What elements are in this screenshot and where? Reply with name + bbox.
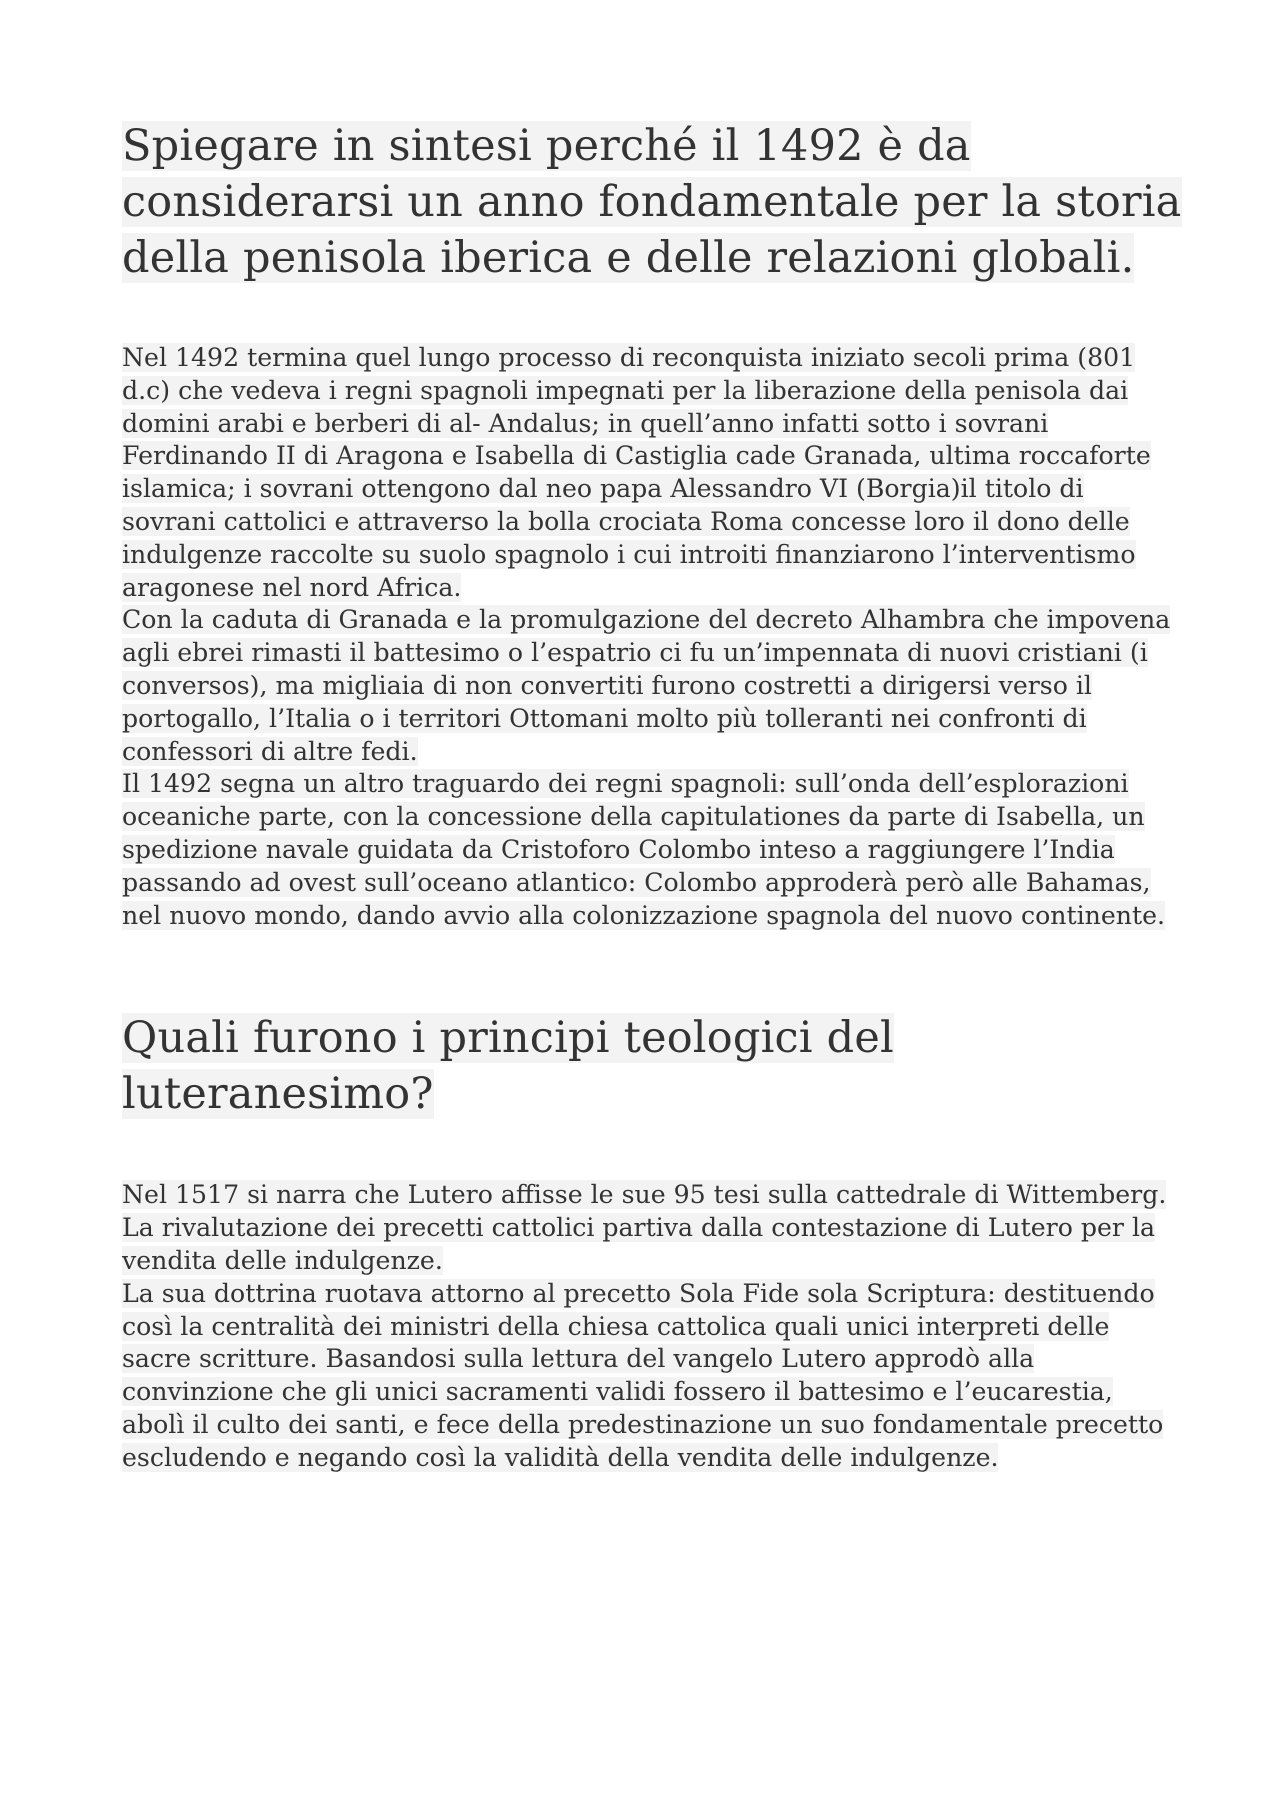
answer-2-paragraph-2-text: La rivalutazione dei precetti cattolici partiva dalla contestazione di Lutero per la vendita delle indulgenze.	[122, 1213, 1156, 1275]
answer-2-paragraph-3	[122, 1278, 1182, 1475]
question-2-answer	[122, 1179, 1182, 1474]
question-2-title-text: Quali furono i principi teologici del luteranesimo?	[122, 1013, 894, 1120]
answer-2-paragraph-1	[122, 1179, 1182, 1212]
answer-1-paragraph-2-text: Con la caduta di Granada e la promulgazione del decreto Alhambra che impovena agli ebrei rimasti il battesimo o l’espatrio ci fu un’impennata di nuovi cristiani (i conversos), ma migliaia di non convertiti furono costretti a dirigersi verso il portogallo, l’Italia o i territori Ottomani molto più tolleranti nei confronti di confessori di altre fedi.	[122, 605, 1171, 766]
answer-1-paragraph-1	[122, 342, 1182, 604]
document-page	[122, 118, 1182, 1475]
answer-2-paragraph-2	[122, 1212, 1182, 1278]
answer-1-paragraph-3-text: Il 1492 segna un altro traguardo dei regni spagnoli: sull’onda dell’esplorazioni oceaniche parte, con la concessione della capitulationes da parte di Isabella, un spedizione navale guidata da Cristoforo Colombo inteso a raggiungere l’India passando ad ovest sull’oceano atlantico: Colombo approderà però alle Bahamas, nel nuovo mondo, dando avvio alla colonizzazione spagnola del nuovo continente.	[122, 769, 1166, 930]
answer-1-paragraph-2	[122, 604, 1182, 768]
question-1-title-text: Spiegare in sintesi perché il 1492 è da considerarsi un anno fondamentale per la storia della penisola iberica e delle relazioni globali.	[122, 121, 1182, 283]
answer-1-paragraph-3	[122, 768, 1182, 932]
answer-2-paragraph-1-text: Nel 1517 si narra che Lutero affisse le sue 95 tesi sulla cattedrale di Wittemberg.	[122, 1180, 1167, 1210]
question-2-title	[122, 1010, 1182, 1122]
answer-2-paragraph-3-text: La sua dottrina ruotava attorno al precetto Sola Fide sola Scriptura: destituendo così la centralità dei ministri della chiesa cattolica quali unici interpreti delle sacre scritture. Basandosi sulla lettura del vangelo Lutero approdò alla convinzione che gli unici sacramenti validi fossero il battesimo e l’eucarestia, abolì il culto dei santi, e fece della predestinazione un suo fondamentale precetto escludendo e negando così la validità della vendita delle indulgenze.	[122, 1278, 1164, 1472]
answer-1-paragraph-1-text: Nel 1492 termina quel lungo processo di reconquista iniziato secoli prima (801 d.c) che vedeva i regni spagnoli impegnati per la liberazione della penisola dai domini arabi e berberi di al- Andalus; in quell’anno infatti sotto i sovrani Ferdinando II di Aragona e Isabella di Castiglia cade Granada, ultima roccaforte islamica; i sovrani ottengono dal neo papa Alessandro VI (Borgia)il titolo di sovrani cattolici e attraverso la bolla crociata Roma concesse loro il dono delle indulgenze raccolte su suolo spagnolo i cui introiti finanziarono l’interventismo aragonese nel nord Africa.	[122, 343, 1151, 602]
question-1-title	[122, 118, 1182, 286]
question-1-answer	[122, 342, 1182, 932]
